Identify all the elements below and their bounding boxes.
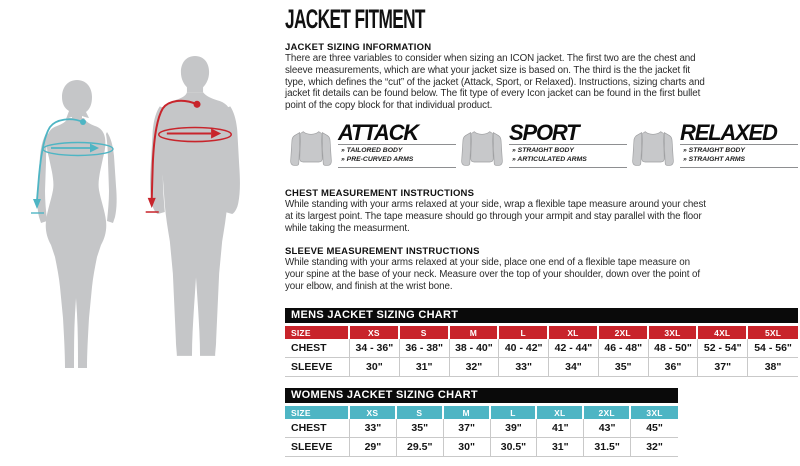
size-column-header: 2XL bbox=[584, 406, 631, 419]
value-cell: 34" bbox=[549, 358, 599, 377]
value-cell: 30" bbox=[350, 358, 400, 377]
value-cell: 35" bbox=[599, 358, 649, 377]
value-cell: 38" bbox=[748, 358, 798, 377]
chart-title: WOMENS JACKET SIZING CHART bbox=[285, 388, 678, 403]
value-cell: 52 - 54" bbox=[698, 339, 748, 358]
female-silhouette bbox=[26, 78, 130, 370]
row-label: SLEEVE bbox=[285, 438, 350, 457]
sizing-info-heading: JACKET SIZING INFORMATION bbox=[285, 42, 432, 53]
value-cell: 36" bbox=[649, 358, 699, 377]
value-cell: 41" bbox=[537, 419, 584, 438]
divider bbox=[509, 167, 627, 168]
value-cell: 43" bbox=[584, 419, 631, 438]
row-label: CHEST bbox=[285, 419, 350, 438]
size-column-header: 3XL bbox=[649, 326, 699, 339]
value-cell: 37" bbox=[444, 419, 491, 438]
value-cell: 48 - 50" bbox=[649, 339, 699, 358]
jacket-icon bbox=[627, 126, 679, 172]
value-cell: 38 - 40" bbox=[450, 339, 500, 358]
size-column-header: XL bbox=[549, 326, 599, 339]
size-row-header: SIZE bbox=[285, 326, 350, 339]
table-row bbox=[285, 438, 678, 457]
row-label: CHEST bbox=[285, 339, 350, 358]
value-cell: 30.5" bbox=[491, 438, 538, 457]
size-column-header: L bbox=[491, 406, 538, 419]
womens-jacket-sizing-chart bbox=[285, 388, 678, 457]
sizing-table bbox=[285, 406, 678, 457]
chest-instructions-body: While standing with your arms relaxed at your side, wrap a flexible tape measure around your chest at its largest point. The tape measure should go through your armpit and stay parallel with the floor while taking the measurment. bbox=[285, 199, 706, 234]
jacket-icon bbox=[456, 126, 508, 172]
fit-bullet: » PRE-CURVED ARMS bbox=[341, 156, 456, 165]
fit-bullets bbox=[680, 147, 798, 164]
page-title: JACKET FITMENT bbox=[285, 4, 425, 34]
fit-bullet: » STRAIGHT BODY bbox=[683, 147, 798, 156]
fit-bullets bbox=[509, 147, 627, 164]
size-column-header: 3XL bbox=[631, 406, 678, 419]
fit-type-relaxed bbox=[627, 122, 798, 186]
size-column-header: 4XL bbox=[698, 326, 748, 339]
fit-bullet: » STRAIGHT ARMS bbox=[683, 156, 798, 165]
value-cell: 35" bbox=[397, 419, 444, 438]
table-row bbox=[285, 339, 798, 358]
fit-type-sport bbox=[456, 122, 627, 186]
fit-bullet: » ARTICULATED ARMS bbox=[512, 156, 627, 165]
table-row bbox=[285, 358, 798, 377]
fit-type-name: SPORT bbox=[509, 120, 579, 145]
fit-bullet: » STRAIGHT BODY bbox=[512, 147, 627, 156]
value-cell: 42 - 44" bbox=[549, 339, 599, 358]
size-column-header: 2XL bbox=[599, 326, 649, 339]
value-cell: 33" bbox=[499, 358, 549, 377]
value-cell: 32" bbox=[631, 438, 678, 457]
size-column-header: XL bbox=[537, 406, 584, 419]
value-cell: 29.5" bbox=[397, 438, 444, 457]
size-column-header: S bbox=[400, 326, 450, 339]
sleeve-instructions-body: While standing with your arms relaxed at your side, place one end of a flexible tape measure on your spine at the base of your neck. Measure over the top of your shoulder, down over the point of your elbow, and finish at the wrist bone. bbox=[285, 257, 700, 292]
size-column-header: M bbox=[444, 406, 491, 419]
table-row bbox=[285, 419, 678, 438]
value-cell: 33" bbox=[350, 419, 397, 438]
divider bbox=[338, 167, 456, 168]
size-column-header: 5XL bbox=[748, 326, 798, 339]
male-silhouette bbox=[144, 54, 246, 368]
sizing-table bbox=[285, 326, 798, 377]
mens-jacket-sizing-chart bbox=[285, 308, 798, 377]
chest-instructions-heading: CHEST MEASUREMENT INSTRUCTIONS bbox=[285, 188, 475, 199]
fit-type-attack bbox=[285, 122, 456, 186]
value-cell: 36 - 38" bbox=[400, 339, 450, 358]
size-column-header: M bbox=[450, 326, 500, 339]
chart-title: MENS JACKET SIZING CHART bbox=[285, 308, 798, 323]
fit-types-row bbox=[285, 122, 798, 186]
female-body bbox=[37, 80, 116, 368]
value-cell: 31" bbox=[537, 438, 584, 457]
fit-type-name: RELAXED bbox=[680, 120, 777, 145]
content-column bbox=[285, 0, 798, 466]
size-row-header: SIZE bbox=[285, 406, 350, 419]
male-body bbox=[150, 56, 240, 356]
sleeve-instructions-heading: SLEEVE MEASUREMENT INSTRUCTIONS bbox=[285, 246, 480, 257]
fit-type-name: ATTACK bbox=[338, 120, 418, 145]
size-column-header: L bbox=[499, 326, 549, 339]
value-cell: 54 - 56" bbox=[748, 339, 798, 358]
jacket-icon bbox=[285, 126, 337, 172]
value-cell: 31.5" bbox=[584, 438, 631, 457]
value-cell: 29" bbox=[350, 438, 397, 457]
fit-bullets bbox=[338, 147, 456, 164]
value-cell: 30" bbox=[444, 438, 491, 457]
size-column-header: S bbox=[397, 406, 444, 419]
value-cell: 46 - 48" bbox=[599, 339, 649, 358]
value-cell: 45" bbox=[631, 419, 678, 438]
value-cell: 37" bbox=[698, 358, 748, 377]
value-cell: 32" bbox=[450, 358, 500, 377]
value-cell: 40 - 42" bbox=[499, 339, 549, 358]
divider bbox=[680, 167, 798, 168]
value-cell: 31" bbox=[400, 358, 450, 377]
fit-bullet: » TAILORED BODY bbox=[341, 147, 456, 156]
value-cell: 39" bbox=[491, 419, 538, 438]
value-cell: 34 - 36" bbox=[350, 339, 400, 358]
size-column-header: XS bbox=[350, 406, 397, 419]
sizing-info-body: There are three variables to consider when sizing an ICON jacket. The first two are the chest and sleeve measurements, which are what your jacket size is based on. The third is the the jacket fit type, which defines the “cut” of the jacket (Attack, Sport, or Relaxed). Instructions, sizing charts and jacket fit details can be found below. The fit type of every Icon jacket can be found in the first bullet point of the copy block for that individual product. bbox=[285, 53, 705, 112]
row-label: SLEEVE bbox=[285, 358, 350, 377]
size-column-header: XS bbox=[350, 326, 400, 339]
